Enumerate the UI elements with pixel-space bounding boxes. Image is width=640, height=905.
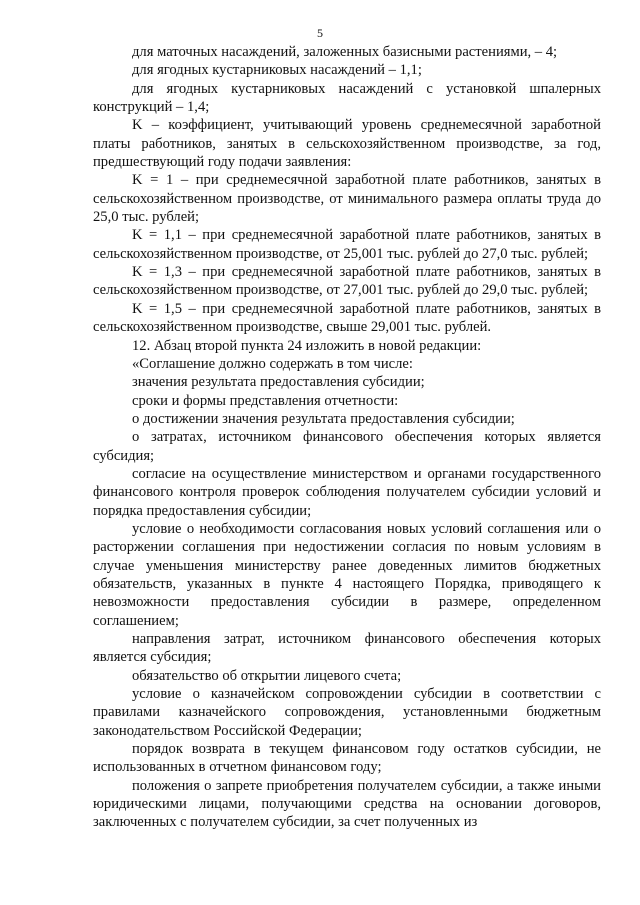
paragraph: для маточных насаждений, заложенных базисными растениями, – 4; xyxy=(132,44,558,60)
paragraph: K = 1,1 – при среднемесячной заработной плате работников, занятых в сельскохозяйственном производстве, от 25,001 тыс. рублей до 27,0 тыс. рублей; xyxy=(93,227,601,262)
paragraph: порядок возврата в текущем финансовом году остатков субсидии, не использованных в отчетном финансовом году; xyxy=(93,741,601,776)
paragraph: K = 1,3 – при среднемесячной заработной плате работников, занятых в сельскохозяйственном производстве, от 27,001 тыс. рублей до 29,0 тыс. рублей; xyxy=(93,264,601,299)
paragraph: сроки и формы представления отчетности: xyxy=(132,392,399,409)
page-number: 5 xyxy=(317,26,323,40)
paragraph: для ягодных кустарниковых насаждений с установкой шпалерных конструкций – 1,4; xyxy=(93,80,601,116)
paragraph: 12. Абзац второй пункта 24 изложить в новой редакции: xyxy=(132,337,482,354)
paragraph: «Соглашение должно содержать в том числе: xyxy=(132,355,413,372)
paragraph: о затратах, источником финансового обеспечения которых является субсидия; xyxy=(93,429,601,464)
paragraph: условие о казначейском сопровождении субсидии в соответствии с правилами казначейского сопровождения, установленными бюджетным законодательством Российской Федерации; xyxy=(93,686,601,739)
paragraph: значения результата предоставления субсидии; xyxy=(132,374,425,391)
paragraph: для ягодных кустарниковых насаждений – 1,1; xyxy=(132,62,422,79)
paragraph: о достижении значения результата предоставления субсидии; xyxy=(132,410,515,427)
paragraph: положения о запрете приобретения получателем субсидии, а также иными юридическими лицами, получающими средства на основании договоров, заключенных с получателем субсидии, за счет полученных из xyxy=(93,777,601,831)
paragraph: согласие на осуществление министерством и органами государственного финансового контроля проверок соблюдения получателем субсидии условий и порядка предоставления субсидии; xyxy=(93,465,601,519)
paragraph: K – коэффициент, учитывающий уровень среднемесячной заработной платы работников, занятых в сельскохозяйственном производстве, за год, предшествующий году подачи заявления: xyxy=(93,117,601,171)
document-body xyxy=(93,43,601,832)
paragraph: K = 1,5 – при среднемесячной заработной плате работников, занятых в сельскохозяйственном производстве, свыше 29,001 тыс. рублей. xyxy=(93,300,601,336)
paragraph: направления затрат, источником финансового обеспечения которых является субсидия; xyxy=(93,631,601,666)
paragraph: K = 1 – при среднемесячной заработной плате работников, занятых в сельскохозяйственном производстве, от минимального размера оплаты труда до 25,0 тыс. рублей; xyxy=(93,172,601,226)
paragraph: обязательство об открытии лицевого счета; xyxy=(132,667,402,684)
paragraph: условие о необходимости согласования новых условий соглашения или о расторжении соглашения при недостижении согласия по новым условиям в случае уменьшения министерству ранее доведенных лимитов бюджетных обязательств, указанных в пункте 4 настоящего Порядка, приводящего к невозможности предоставления субсидии в размере, определенном соглашением; xyxy=(93,520,601,629)
